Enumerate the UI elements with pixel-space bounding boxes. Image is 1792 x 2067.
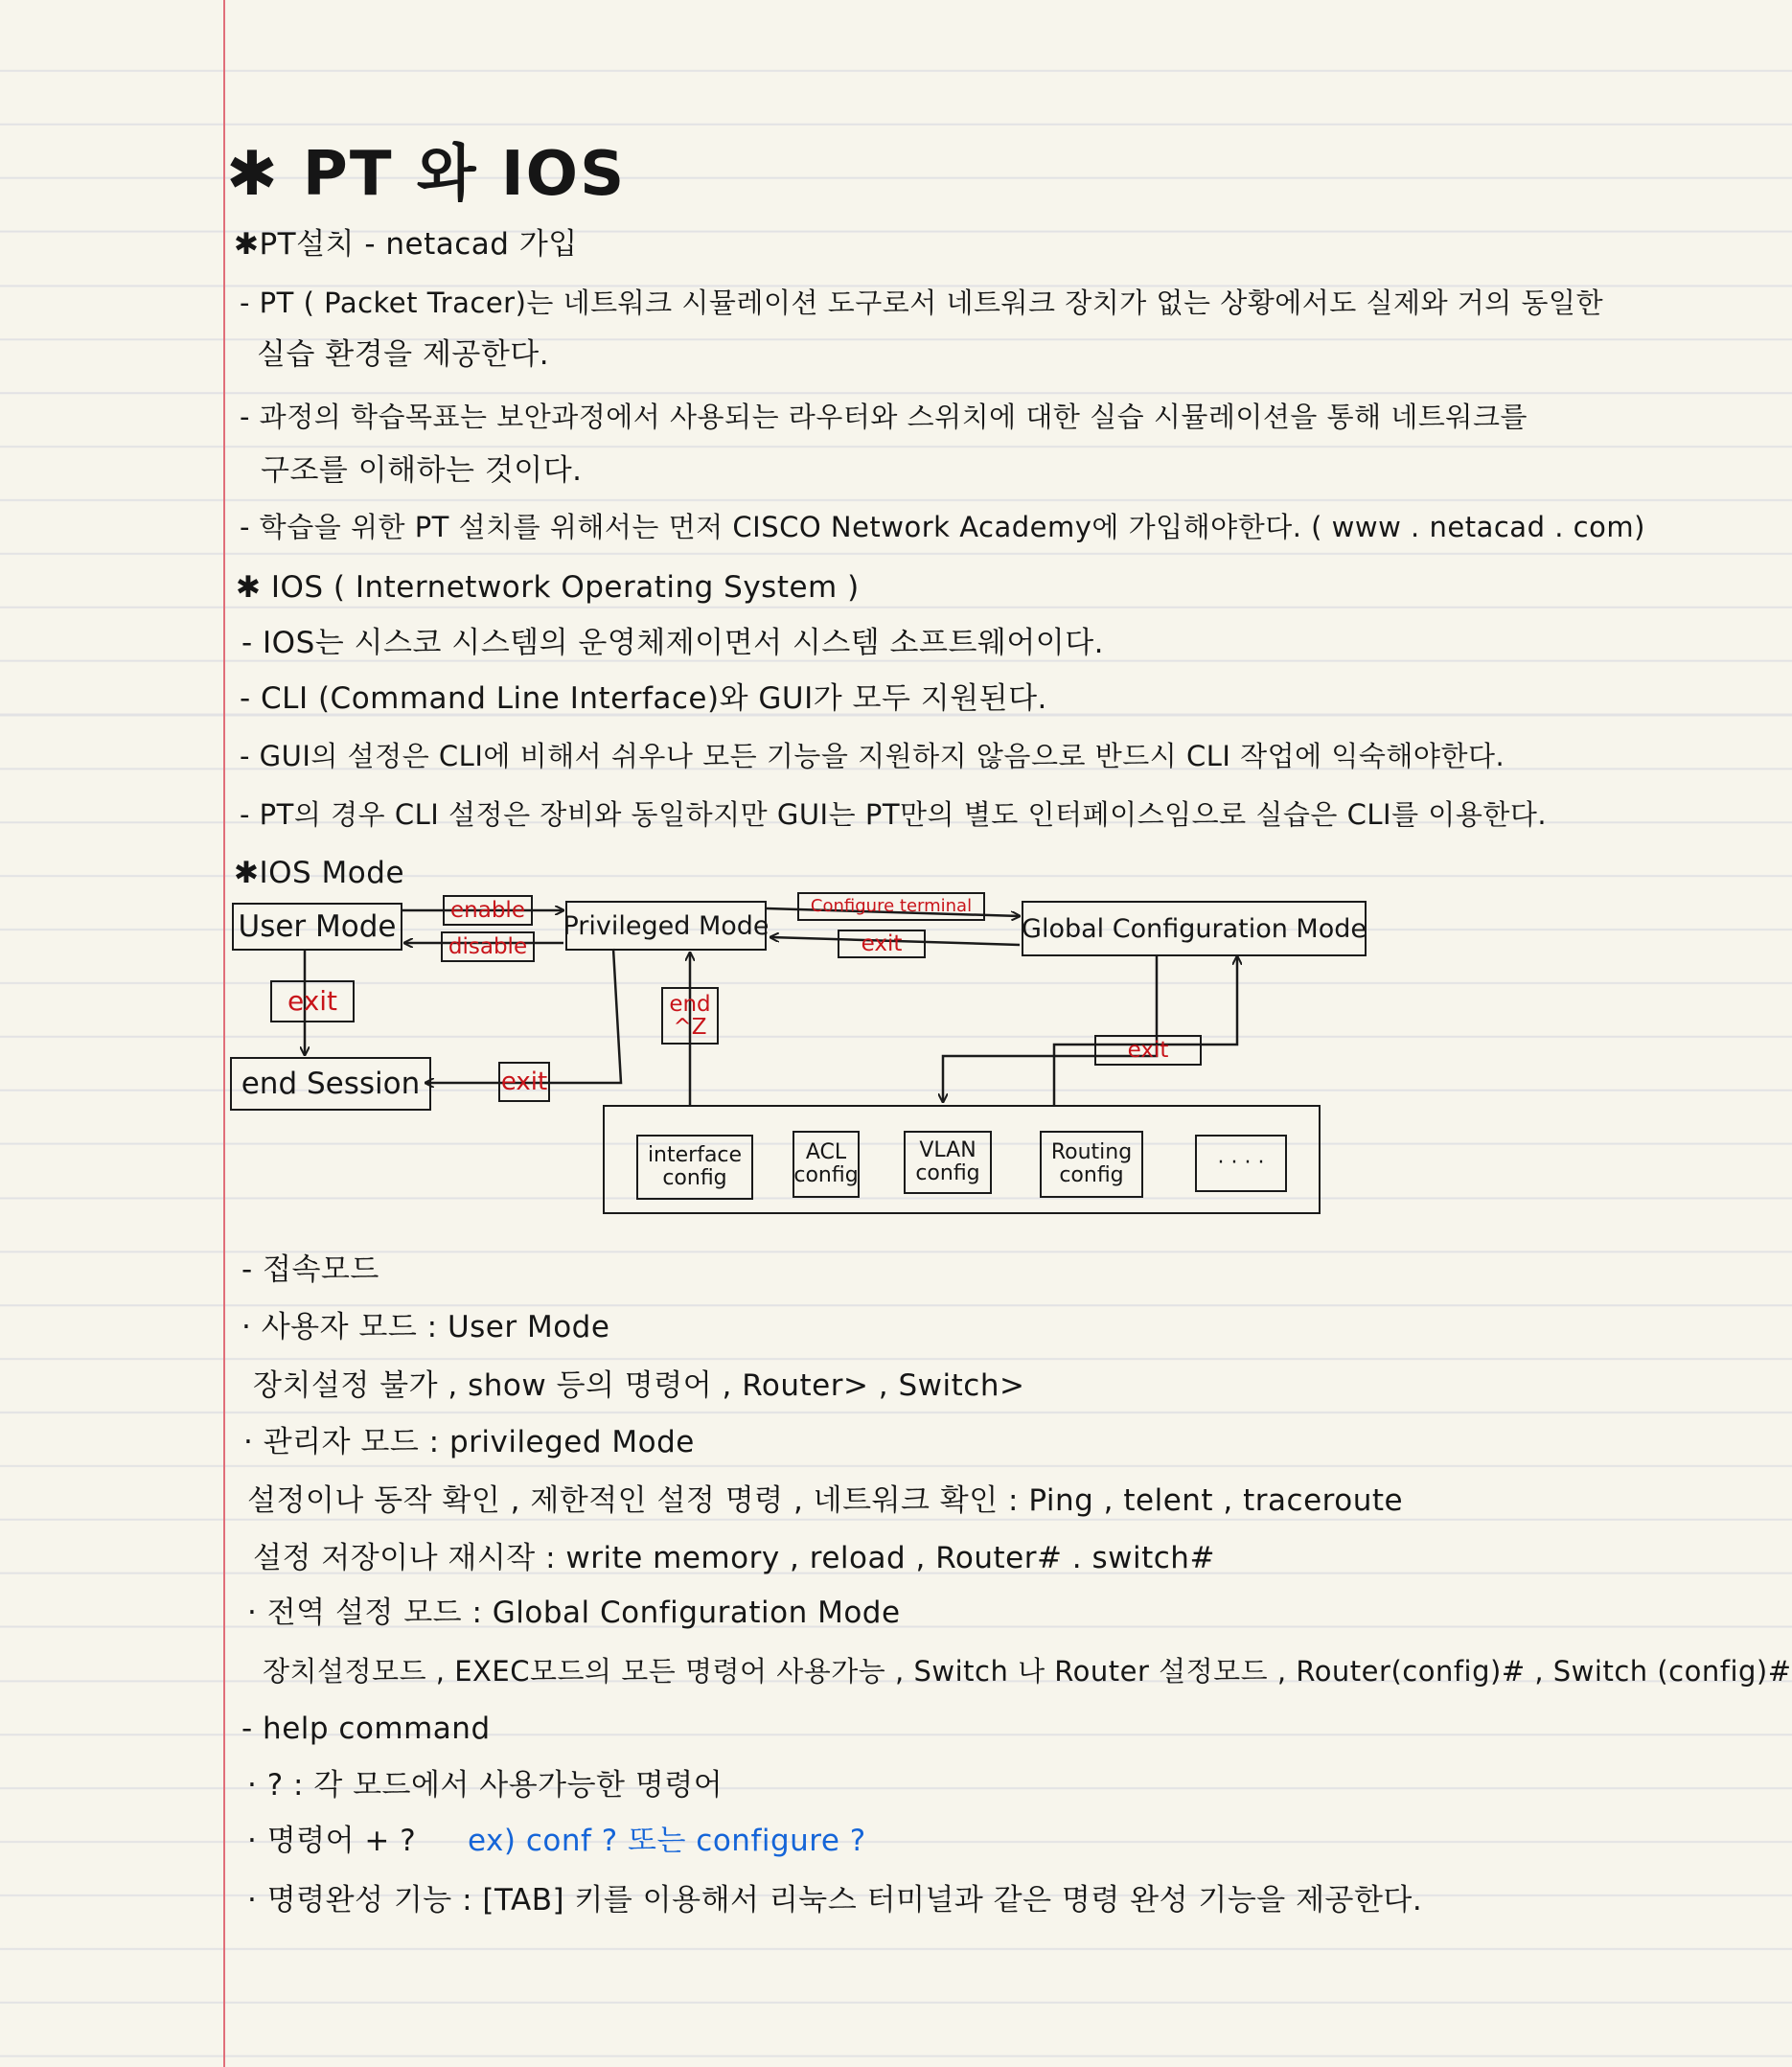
ios-bullet-2: - CLI (Command Line Interface)와 GUI가 모두 지원된다. <box>240 681 1047 716</box>
exit-global-label: exit <box>838 930 926 958</box>
pt-bullet-2-line-1: - 과정의 학습목표는 보안과정에서 사용되는 라우터와 스위치에 대한 실습 시뮬레이션을 통해 네트워크를 <box>240 401 1528 433</box>
connection-mode-heading: - 접속모드 <box>241 1252 379 1287</box>
configure-terminal-label: Configure terminal <box>797 892 985 921</box>
help-question-line: · ? : 각 모드에서 사용가능한 명령어 <box>247 1768 724 1803</box>
more-config-box: · · · · <box>1195 1135 1287 1192</box>
user-mode-line: · 사용자 모드 : User Mode <box>241 1310 610 1344</box>
disable-label: disable <box>441 931 535 962</box>
enable-label: enable <box>443 895 533 926</box>
pt-install-heading: ✱PT설치 - netacad 가입 <box>234 227 578 262</box>
privileged-desc-1: 설정이나 동작 확인 , 제한적인 설정 명령 , 네트워크 확인 : Ping , telent , traceroute <box>247 1483 1404 1518</box>
global-to-sub-arrow <box>943 954 1157 1102</box>
notebook-margin-line <box>223 0 225 2067</box>
ios-mode-heading: ✱IOS Mode <box>234 856 405 890</box>
ios-bullet-1: - IOS는 시스코 시스템의 운영체제이면서 시스템 소프트웨어이다. <box>241 626 1105 660</box>
global-mode-line: · 전역 설정 모드 : Global Configuration Mode <box>247 1596 901 1630</box>
ios-heading: ✱ IOS ( Internetwork Operating System ) <box>236 570 860 605</box>
ios-bullet-3: - GUI의 설정은 CLI에 비해서 쉬우나 모든 기능을 지원하지 않음으로 반드시 CLI 작업에 익숙해야한다. <box>240 740 1505 772</box>
vlan-config-box: VLAN config <box>904 1131 992 1194</box>
help-command-heading: - help command <box>241 1711 491 1746</box>
pt-bullet-1-line-2: 실습 환경을 제공한다. <box>257 337 550 372</box>
global-config-mode-box: Global Configuration Mode <box>1022 901 1367 956</box>
acl-config-box: ACL config <box>793 1131 860 1198</box>
interface-config-box: interface config <box>636 1135 753 1200</box>
privileged-mode-box: Privileged Mode <box>565 901 767 951</box>
privileged-desc-2: 설정 저장이나 재시작 : write memory , reload , Router# . switch# <box>253 1541 1215 1575</box>
end-session-box: end Session <box>230 1057 431 1111</box>
user-mode-desc: 장치설정 불가 , show 등의 명령어 , Router> , Switch> <box>253 1368 1025 1403</box>
user-mode-box: User Mode <box>232 903 402 951</box>
end-z-label: end ^Z <box>661 987 719 1045</box>
exit-sub-arrow <box>1054 956 1237 1105</box>
pt-bullet-1-line-1: - PT ( Packet Tracer)는 네트워크 시뮬레이션 도구로서 네트워크 장치가 없는 상황에서도 실제와 거의 동일한 <box>240 287 1604 319</box>
routing-config-box: Routing config <box>1040 1131 1143 1198</box>
help-command-example: ex) conf ? 또는 configure ? <box>468 1824 866 1858</box>
exit-sub-label: exit <box>1094 1035 1202 1066</box>
privileged-mode-line: · 관리자 모드 : privileged Mode <box>243 1425 695 1459</box>
help-command-line: · 명령어 + ? <box>247 1824 417 1858</box>
page-title: ✱ PT 와 IOS <box>226 139 627 210</box>
pt-bullet-3: - 학습을 위한 PT 설치를 위해서는 먼저 CISCO Network Academy에 가입해야한다. ( www . netacad . com) <box>240 511 1645 543</box>
pt-bullet-2-line-2: 구조를 이해하는 것이다. <box>261 453 583 488</box>
global-mode-desc: 장치설정모드 , EXEC모드의 모든 명령어 사용가능 , Switch 나 Router 설정모드 , Router(config)# , Switch (config)# <box>263 1655 1792 1688</box>
exit-user-label: exit <box>270 980 355 1022</box>
command-completion-line: · 명령완성 기능 : [TAB] 키를 이용해서 리눅스 터미널과 같은 명령 완성 기능을 제공한다. <box>247 1883 1423 1918</box>
ios-bullet-4: - PT의 경우 CLI 설정은 장비와 동일하지만 GUI는 PT만의 별도 인터페이스임으로 실습은 CLI를 이용한다. <box>240 798 1548 831</box>
exit-priv-label: exit <box>498 1062 550 1102</box>
